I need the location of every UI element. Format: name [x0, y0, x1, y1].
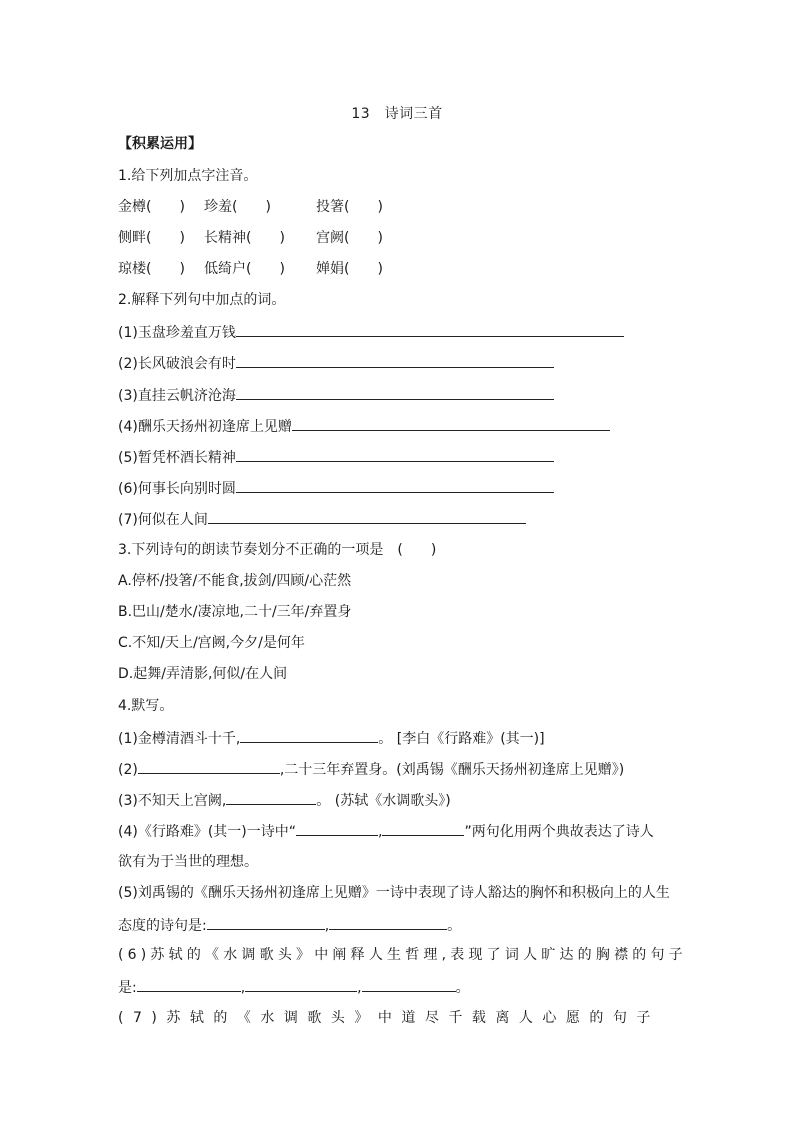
answer-blank[interactable] — [236, 321, 624, 337]
q3-option-b: B.巴山/楚水/凄凉地,二十/三年/弃置身 — [118, 604, 352, 620]
answer-blank[interactable] — [236, 384, 554, 400]
q2-item: (5)暂凭杯酒长精神 — [118, 446, 554, 468]
q3-prompt: 3.下列诗句的朗读节奏划分不正确的一项是 ( ) — [118, 542, 437, 558]
q4-item-5: (5)刘禹锡的《酬乐天扬州初逢席上见赠》一诗中表现了诗人豁达的胸怀和积极向上的人生 — [118, 885, 670, 901]
answer-blank[interactable] — [236, 446, 554, 462]
answer-blank[interactable] — [236, 477, 554, 493]
q1-item: 长精神( ) — [204, 230, 285, 246]
q4-item-1: (1)金樽清酒斗十千, 。 [李白《行路难》(其一)] — [118, 727, 545, 749]
q2-prompt: 2.解释下列句中加点的词。 — [118, 292, 286, 308]
q2-item: (1)玉盘珍羞直万钱 — [118, 321, 624, 343]
q4-item-6: (6)苏轼的《水调歌头》中阐释人生哲理,表现了词人旷达的胸襟的句子 — [118, 947, 687, 963]
answer-blank[interactable] — [207, 914, 325, 930]
q1-item: 珍羞( ) — [204, 199, 271, 215]
answer-blank[interactable] — [292, 415, 610, 431]
q3-option-a: A.停杯/投箸/不能食,拔剑/四顾/心茫然 — [118, 573, 352, 589]
answer-blank[interactable] — [296, 820, 378, 836]
q4-item-6-cont: 是: , , 。 — [118, 976, 470, 998]
answer-blank[interactable] — [137, 976, 241, 992]
q1-item: 侧畔( ) — [118, 230, 185, 246]
q1-item: 婵娟( ) — [316, 261, 383, 277]
q2-item: (4)酬乐天扬州初逢席上见赠 — [118, 415, 610, 437]
q1-item: 宫阙( ) — [316, 230, 383, 246]
q3-option-d: D.起舞/弄清影,何似/在人间 — [118, 666, 288, 682]
q2-item: (2)长风破浪会有时 — [118, 352, 554, 374]
q4-item-4: (4)《行路难》(其一)一诗中“ , ”两句化用两个典故表达了诗人 — [118, 820, 654, 842]
answer-blank[interactable] — [138, 758, 280, 774]
answer-blank[interactable] — [382, 820, 464, 836]
q4-prompt: 4.默写。 — [118, 698, 174, 714]
q4-item-3: (3)不知天上宫阙, 。 (苏轼《水调歌头》) — [118, 789, 451, 811]
q2-item: (7)何似在人间 — [118, 508, 526, 530]
q1-item: 低绮户( ) — [204, 261, 285, 277]
q2-item: (6)何事长向别时圆 — [118, 477, 554, 499]
q1-item: 金樽( ) — [118, 199, 185, 215]
answer-blank[interactable] — [329, 914, 447, 930]
answer-blank[interactable] — [362, 976, 456, 992]
q1-item: 琼楼( ) — [118, 261, 185, 277]
answer-blank[interactable] — [245, 976, 357, 992]
q3-option-c: C.不知/天上/宫阙,今夕/是何年 — [118, 635, 305, 651]
answer-blank[interactable] — [226, 789, 316, 805]
q4-item-2: (2) ,二十三年弃置身。(刘禹锡《酬乐天扬州初逢席上见赠》) — [118, 758, 624, 780]
answer-blank[interactable] — [208, 508, 526, 524]
q2-item: (3)直挂云帆济沧海 — [118, 384, 554, 406]
q1-prompt: 1.给下列加点字注音。 — [118, 168, 258, 184]
q4-item-5-cont: 态度的诗句是: , 。 — [118, 914, 461, 936]
q4-item-7: (7)苏轼的《水调歌头》中道尽千载离人心愿的句子 — [118, 1010, 660, 1026]
section-heading: 【积累运用】 — [118, 136, 202, 152]
answer-blank[interactable] — [236, 352, 554, 368]
answer-blank[interactable] — [240, 727, 378, 743]
q1-item: 投箸( ) — [316, 199, 383, 215]
page-title: 13 诗词三首 — [351, 106, 443, 122]
q4-item-4-cont: 欲有为于当世的理想。 — [118, 854, 258, 870]
